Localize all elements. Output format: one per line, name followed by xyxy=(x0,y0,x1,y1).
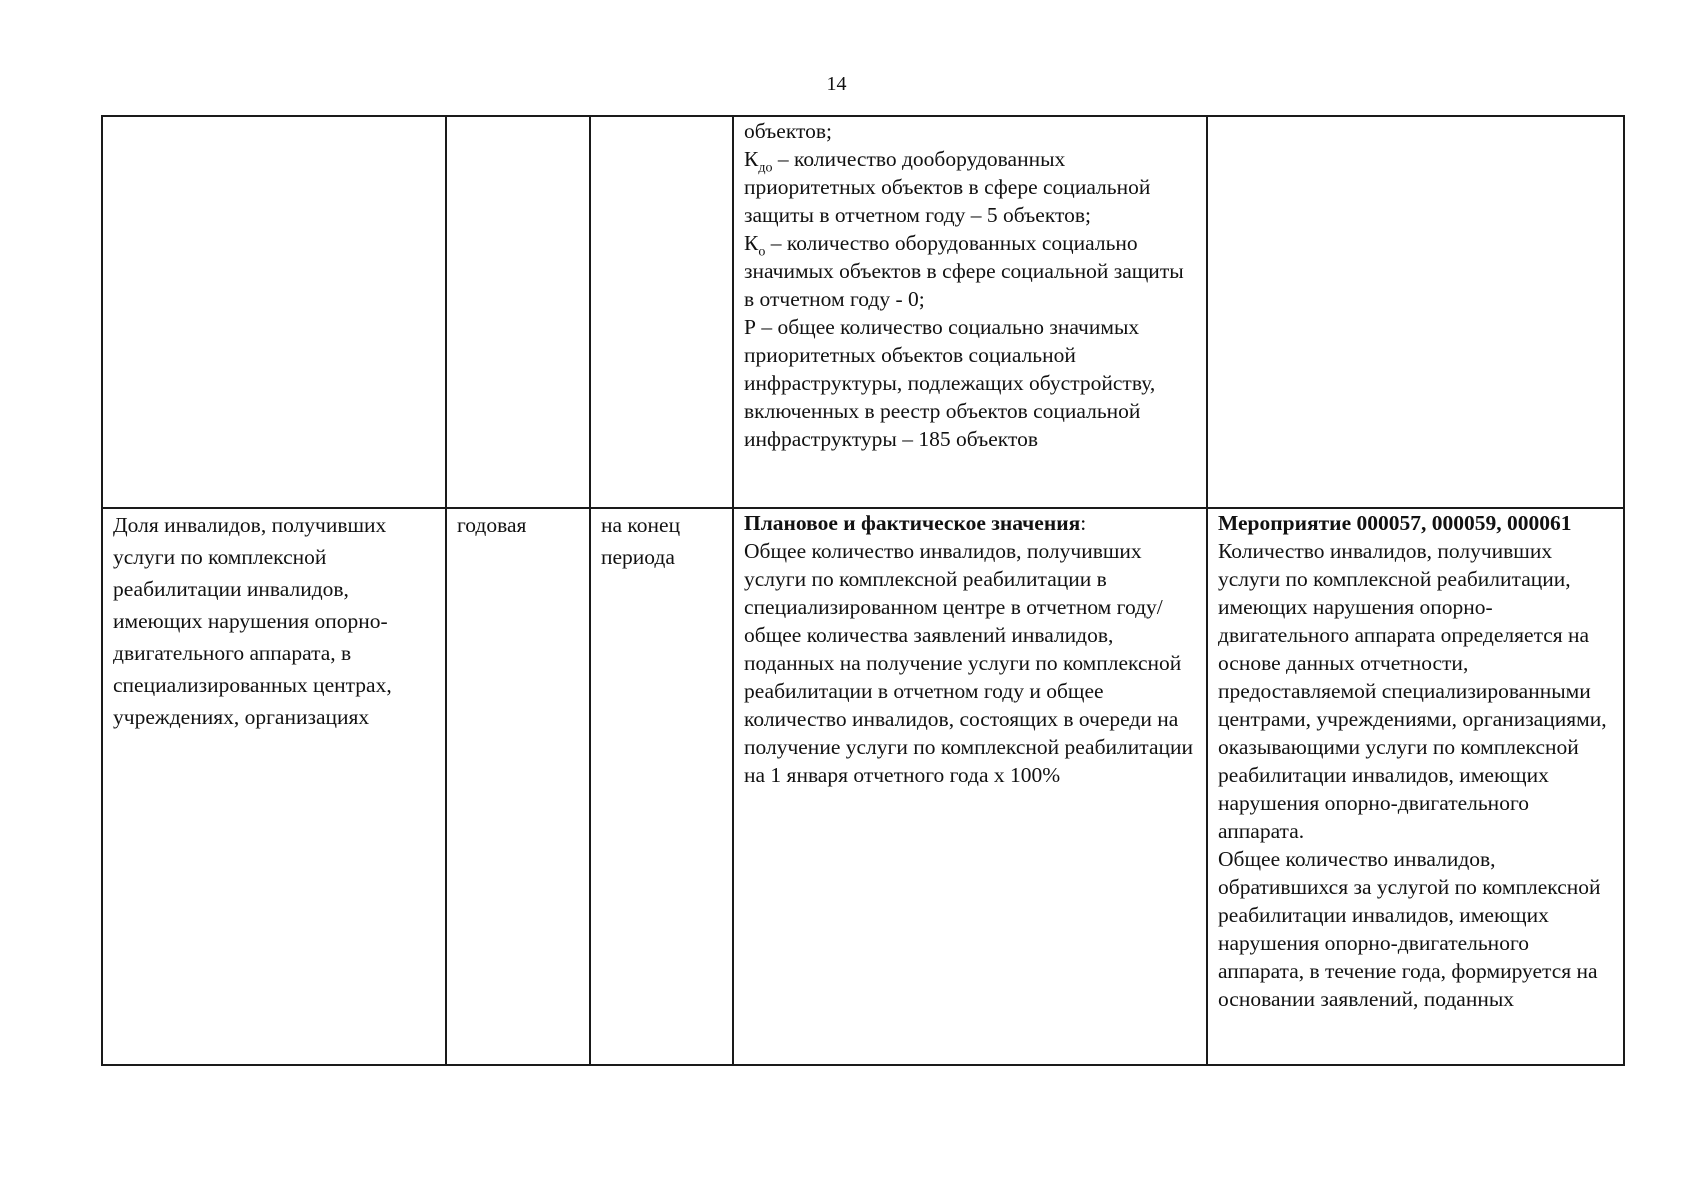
formula-text: Общее количество инвалидов, получивших услуги по комплексной реабилитации в специализированном центре в отчетном году/ общее количества заявлений инвалидов, поданных на получение услуги по комплексной реабилитации в отчетном году и общее количество инвалидов, состоящих в очереди на получение услуги по комплексной реабилитации на 1 января отчетного года х 100% xyxy=(744,539,1194,787)
table-row-indicator xyxy=(102,508,1624,1065)
periodicity-cell xyxy=(446,116,590,508)
indicator-name-cell: Доля инвалидов, получивших услуги по комплексной реабилитации инвалидов, имеющих нарушения опорно-двигательного аппарата, в специализированных центрах, учреждениях, организациях xyxy=(102,508,446,1065)
source-cell xyxy=(1207,508,1624,1065)
indicator-name-cell xyxy=(102,116,446,508)
formula-line: объектов; xyxy=(744,119,832,143)
formula-cell xyxy=(733,116,1207,508)
formula-heading: Плановое и фактическое значения: xyxy=(744,511,1087,535)
formula-line: $К_о$ – количество оборудованных социально значимых объектов в сфере социальной защиты в отчетном году - 0; xyxy=(744,231,1184,311)
formula-line: $К_{до}$ – количество дооборудованных приоритетных объектов в сфере социальной защиты в отчетном году – 5 объектов; xyxy=(744,147,1151,227)
moment-cell: на конец периода xyxy=(590,508,733,1065)
page-number: 14 xyxy=(826,73,847,95)
periodicity-cell: годовая xyxy=(446,508,590,1065)
source-text: Общее количество инвалидов, обратившихся за услугой по комплексной реабилитации инвалидов, имеющих нарушения опорно-двигательного аппарата, в течение года, формируется на основании заявлений, поданных xyxy=(1218,847,1601,1011)
formula-line: Р – общее количество социально значимых приоритетных объектов социальной инфраструктуры, подлежащих обустройству, включенных в реестр объектов социальной инфраструктуры – 185 объектов xyxy=(744,315,1156,451)
source-heading: Мероприятие 000057, 000059, 000061 xyxy=(1218,511,1572,535)
moment-cell xyxy=(590,116,733,508)
source-text: Количество инвалидов, получивших услуги по комплексной реабилитации, имеющих нарушения опорно-двигательного аппарата определяется на основе данных отчетности, предоставляемой специализированными центрами, учреждениями, организациями, оказывающими услуги по комплексной реабилитации инвалидов, имеющих нарушения опорно-двигательного аппарата. xyxy=(1218,539,1607,843)
formula-cell xyxy=(733,508,1207,1065)
indicators-table xyxy=(101,115,1625,1066)
table-row-continued xyxy=(102,116,1624,508)
source-cell xyxy=(1207,116,1624,508)
